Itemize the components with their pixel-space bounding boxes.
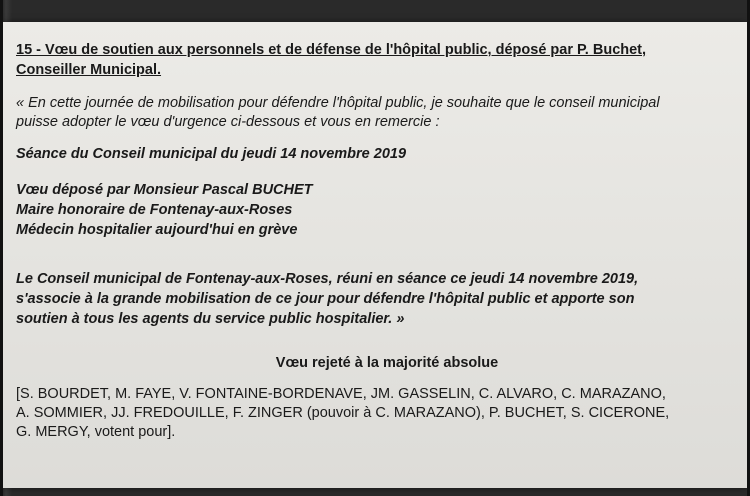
intro-paragraph xyxy=(16,94,738,132)
votes-list xyxy=(16,385,738,442)
document-page xyxy=(3,22,747,488)
motion-paragraph xyxy=(16,269,738,329)
item-heading xyxy=(16,40,738,80)
vote-result: Vœu rejeté à la majorité absolue xyxy=(275,355,499,371)
session-date: Séance du Conseil municipal du jeudi 14 novembre 2019 xyxy=(16,146,407,162)
intro-line-1: « En cette journée de mobilisation pour défendre l'hôpital public, je souhaite que le conseil municipal xyxy=(16,95,660,111)
motion-line-2: s'associe à la grande mobilisation de ce jour pour défendre l'hôpital public et apporte son xyxy=(16,291,635,307)
votes-line-1: [S. BOURDET, M. FAYE, V. FONTAINE-BORDENAVE, JM. GASSELIN, C. ALVARO, C. MARAZANO, xyxy=(16,386,666,402)
votes-line-3: G. MERGY, votent pour]. xyxy=(16,424,176,440)
author-line-1: Vœu déposé par Monsieur Pascal BUCHET xyxy=(16,182,313,198)
heading-line-2: Conseiller Municipal. xyxy=(16,62,162,78)
author-line-3: Médecin hospitalier aujourd'hui en grève xyxy=(16,222,298,238)
intro-line-2: puisse adopter le vœu d'urgence ci-dessous et vous en remercie : xyxy=(16,114,440,130)
document-body xyxy=(16,40,738,442)
author-line-2: Maire honoraire de Fontenay-aux-Roses xyxy=(16,202,293,218)
author-block xyxy=(16,180,738,240)
motion-line-3: soutien à tous les agents du service public hospitalier. » xyxy=(16,311,405,327)
votes-line-2: A. SOMMIER, JJ. FREDOUILLE, F. ZINGER (pouvoir à C. MARAZANO), P. BUCHET, S. CICERONE, xyxy=(16,405,670,421)
photo-edge-left xyxy=(0,0,3,496)
heading-line-1: 15 - Vœu de soutien aux personnels et de défense de l'hôpital public, déposé par P. Buchet, xyxy=(16,42,647,58)
motion-line-1: Le Conseil municipal de Fontenay-aux-Roses, réuni en séance ce jeudi 14 novembre 2019, xyxy=(16,271,639,287)
